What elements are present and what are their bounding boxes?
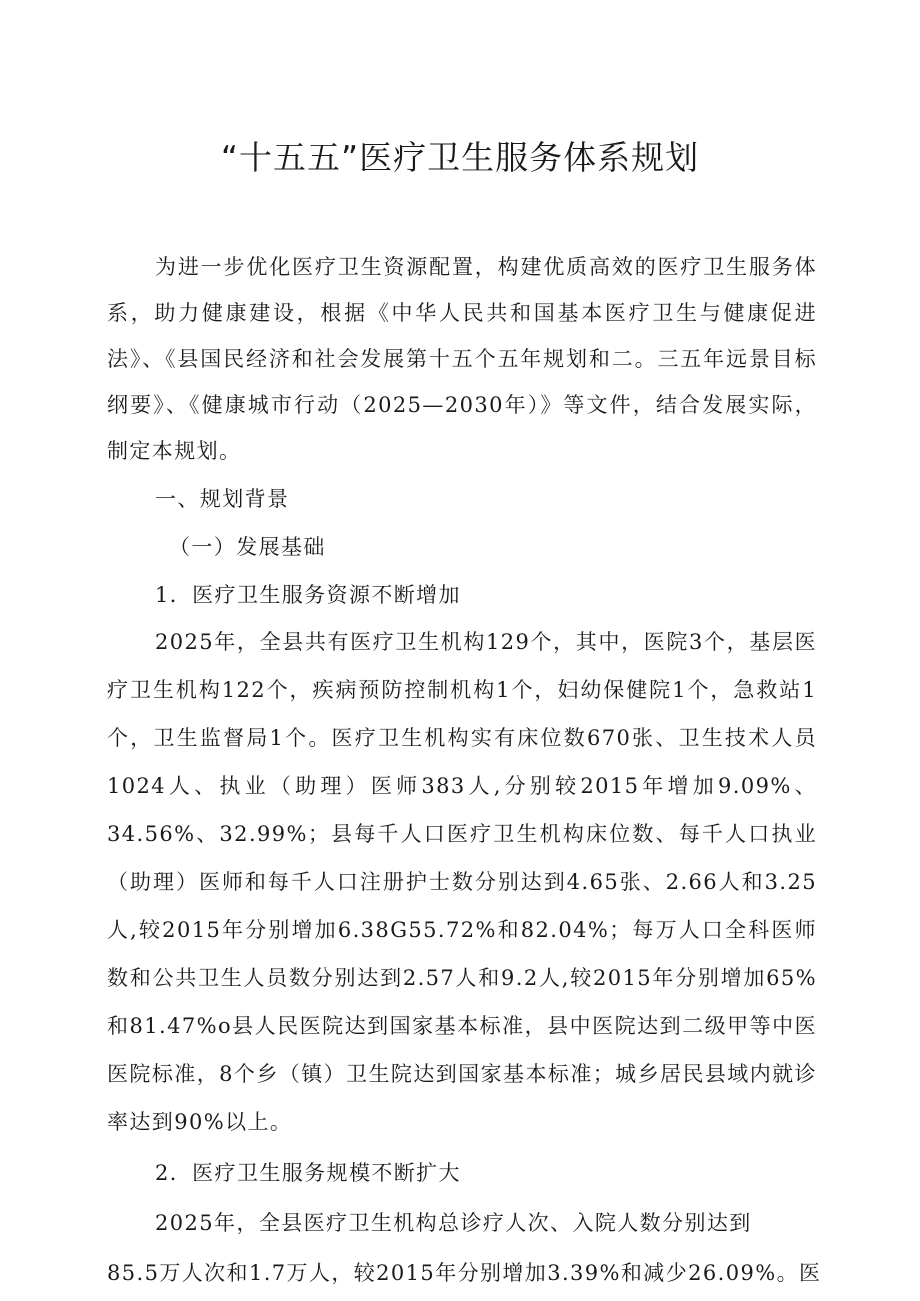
intro-paragraph: 为进一步优化医疗卫生资源配置，构建优质高效的医疗卫生服务体系，助力健康建设，根据《中华人民共和国基本医疗卫生与健康促进法》、《县国民经济和社会发展第十五个五年规划和二。三五年远景目标纲要》、《健康城市行动（2025—2030年）》等文件，结合发展实际，制定本规划。	[107, 255, 817, 463]
scale-paragraph-line-2: 85.5万人次和1.7万人，较2015年分别增加3.39%和减少26.09%。医	[107, 1261, 822, 1285]
resources-paragraph: 2025年，全县共有医疗卫生机构129个，其中，医院3个，基层医疗卫生机构122个，疾病预防控制机构1个，妇幼保健院1个，急救站1个，卫生监督局1个。医疗卫生机构实有床位数670张、卫生技术人员1024人、执业（助理）医师383人,分别较2015年增加9.09%、34.56%、32.99%；县每千人口医疗卫生机构床位数、每千人口执业（助理）医师和每千人口注册护士数分别达到4.65张、2.66人和3.25人,较2015年分别增加6.38G55.72%和82.04%；每万人口全科医师数和公共卫生人员数分别达到2.57人和9.2人,较2015年分别增加65%和81.47%o县人民医院达到国家基本标准，县中医院达到二级甲等中医医院标准，8个乡（镇）卫生院达到国家基本标准；城乡居民县域内就诊率达到90%以上。	[107, 630, 817, 1134]
document-title: “十五五”医疗卫生服务体系规划	[220, 138, 700, 177]
document-body	[107, 244, 822, 1296]
scale-paragraph-line-1: 2025年，全县医疗卫生机构总诊疗人次、入院人数分别达到	[155, 1211, 752, 1235]
section-heading-background: 一、规划背景	[155, 487, 290, 511]
item-heading-resources: 1．医疗卫生服务资源不断增加	[155, 583, 461, 607]
item-heading-scale: 2．医疗卫生服务规模不断扩大	[155, 1161, 461, 1185]
subsection-heading-foundation: （一）发展基础	[169, 535, 326, 559]
